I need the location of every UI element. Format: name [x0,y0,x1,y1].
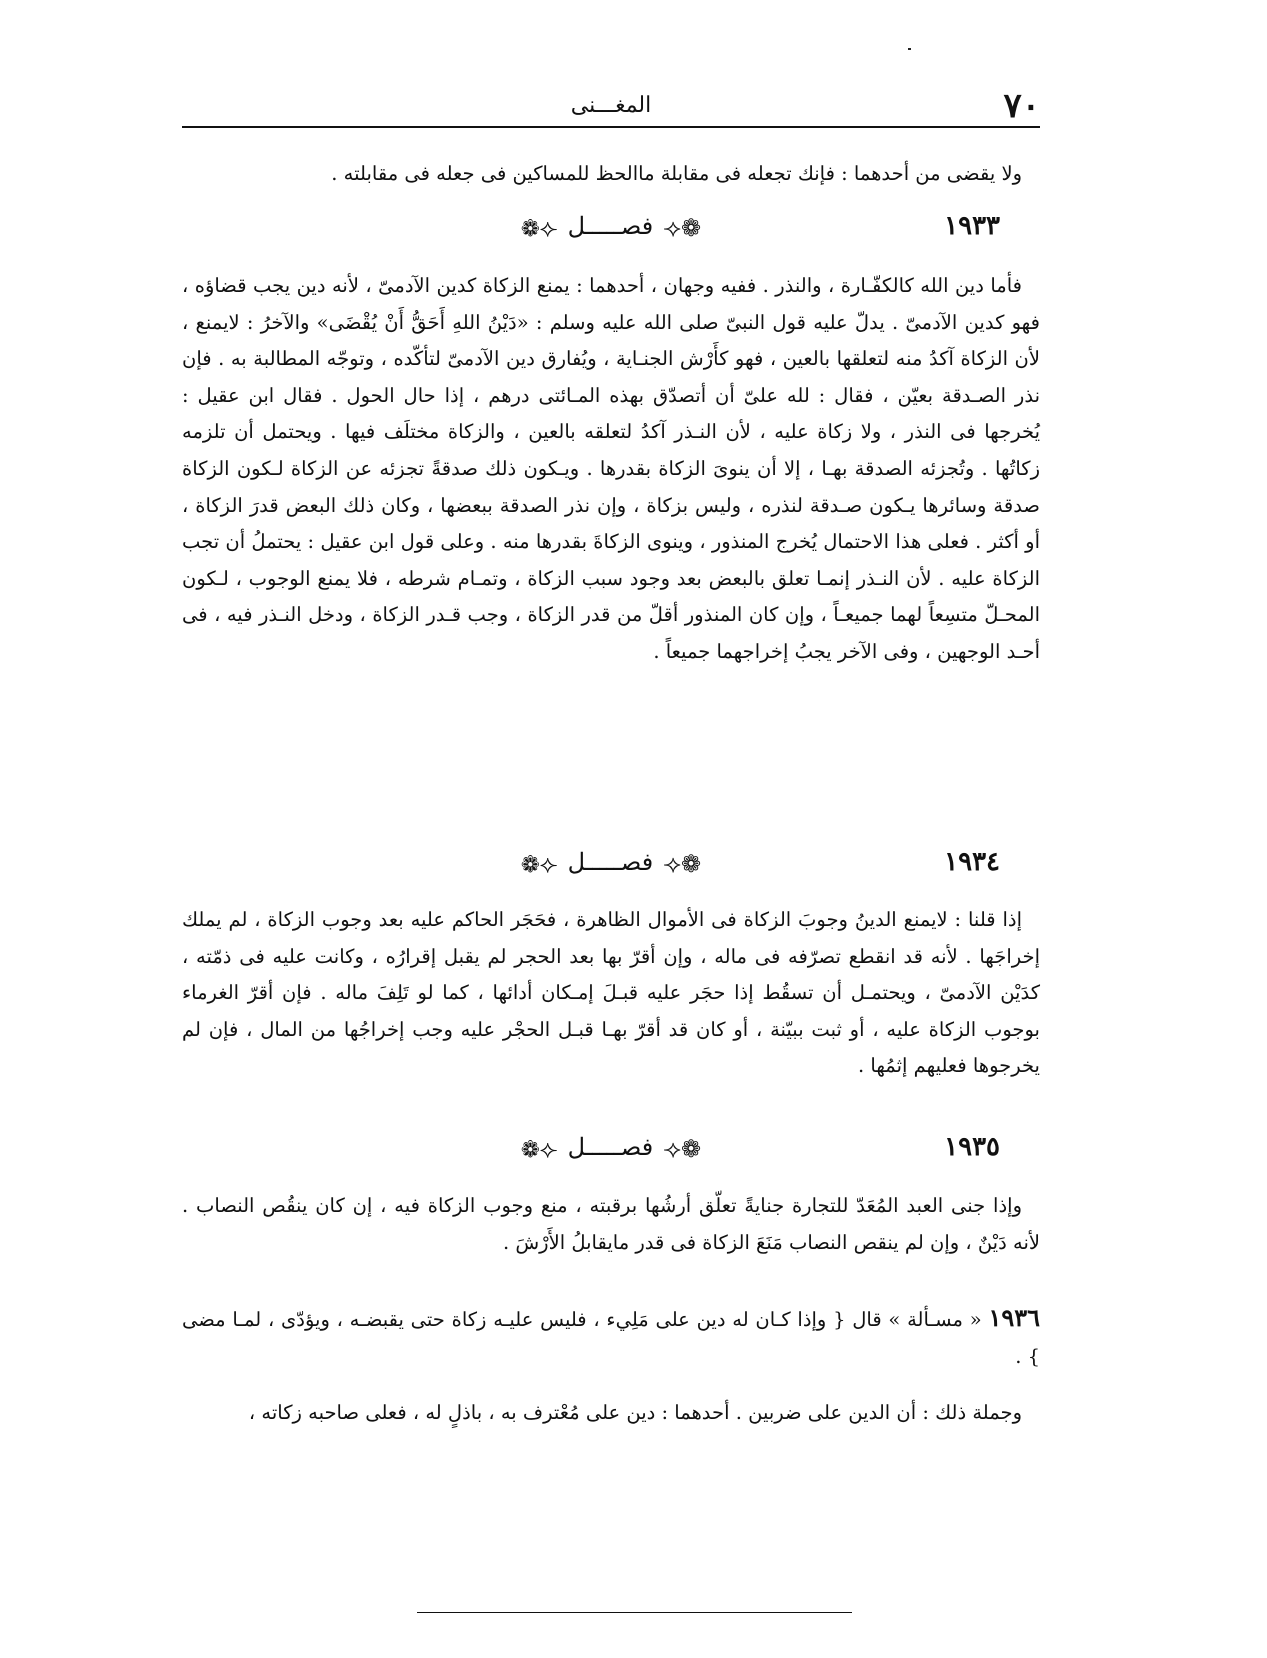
section-title-text: فصـــــل [567,1133,654,1161]
section-number: ١٩٣٤ [944,847,1000,877]
ornament-right-icon: ❁⟣ [663,213,702,242]
page-number: ٧٠ [1003,86,1040,126]
paragraph-1935: وإذا جنى العبد المُعَدّ للتجارة جنايةً تعلّق أرشُها برقبته ، منع وجوب الزكاة فيه ، إن كان ينقُص النصاب . لأنه دَيْنٌ ، وإن لم ينقص النصاب مَنَعَ الزكاة فى قدر مايقابلُ الأَرْشَ . [182,1194,1040,1254]
text-block-closing [182,1395,1040,1432]
section-number: ١٩٣٣ [944,211,1000,241]
text-block-1934 [182,902,1040,1085]
section-heading-1934 [182,843,1040,881]
section-title [182,843,1040,883]
section-title [182,207,1040,247]
section-title-text: فصـــــل [567,212,654,240]
issue-number: ١٩٣٦ [988,1303,1040,1332]
section-title-text: فصـــــل [567,848,654,876]
ornament-right-icon: ❁⟣ [663,1134,702,1163]
section-number: ١٩٣٥ [944,1132,1000,1162]
paragraph-1934: إذا قلنا : لايمنع الدينُ وجوبَ الزكاة فى الأموال الظاهرة ، فحَجَر الحاكم عليه بعد وجوب الزكاة ، لم يملك إخراجَها . لأنه قد انقطع تصرّفه فى ماله ، وإن أقرّ بها بعد الحجر لم يقبل إقرارُه ، وكانت عليه فى ذمّته ، كدَيْن الآدمىّ ، ويحتمـل أن تسقُط إذا حجَر عليه قبـلَ إمـكان أدائها ، كما لو تَلِفَ ماله . فإن أقرّ الغرماء بوجوب الزكاة عليه ، أو ثبت ببيّنة ، أو كان قد أقرّ بهـا قبـل الحجْر عليه وجب إخراجُها من المال ، فإن لم يخرجوها فعليهم إثمُها . [182,908,1040,1078]
ornament-right-icon: ❁⟣ [663,849,702,878]
footer-rule [417,1612,852,1613]
ornament-left-icon: ⟢❁ [520,213,558,242]
running-title: المغـــنى [570,93,652,118]
paragraph-1933: فأما دين الله كالكفّـارة ، والنذر . ففيه وجهان ، أحدهما : يمنع الزكاة كدين الآدمىّ ، لأنه دين يجب قضاؤه ، فهو كدين الآدمىّ . يدلّ عليه قول النبىّ صلى الله عليه وسلم : «دَيْنُ اللهِ أَحَقُّ أَنْ يُقْضَى» والآخرُ : لايمنع ، لأن الزكاة آكدُ منه لتعلقها بالعين ، فهو كأَرْش الجنـاية ، ويُفارق دين الآدمىّ لتأكّده ، وتوجّه المطالبة به . فإن نذر الصـدقة بعيّن ، فقال : لله علىّ أن أتصدّق بهذه المـائتى درهم ، إذا حال الحول . فقال ابن عقيل : يُخرجها فى النذر ، ولا زكاة عليه ، لأن النـذر آكدُ لتعلقه بالعين ، والزكاة مختلَف فيها . ويحتمل أن تلزمه زكاتُها . وتُجزئه الصدقة بهـا ، إلا أن ينوىَ الزكاة بقدرها . ويـكون ذلك صدقةً تجزئه عن الزكاة لـكون الزكاة صدقة وسائرها يـكون صـدقة لنذره ، وليس بزكاة ، وإن نذر الصدقة ببعضها ، وكان ذلك البعض قدرَ الزكاة ، أو أكثر . فعلى هذا الاحتمال يُخرج المنذور ، وينوى الزكاةَ بقدرها منه . وعلى قول ابن عقيل : يحتملُ أن تجب الزكاة عليه . لأن النـذر إنمـا تعلق بالبعض بعد وجود سبب الزكاة ، وتمـام شرطه ، فلا يمنع الوجوب ، لـكون المحـلّ متسِعاً لهما جميعـاً ، وإن كان المنذور أقلّ من قدر الزكاة ، وجب قـدر الزكاة ، ودخل النـذر فيه ، فى أحـد الوجهين ، وفى الآخر يجبُ إخراجهما جميعاً . [182,274,1040,663]
print-speck [908,48,911,50]
paragraph-closing: وجملة ذلك : أن الدين على ضربين . أحدهما : دين على مُعْترف به ، باذلٍ له ، فعلى صاحبه زكاته ، [248,1401,1022,1424]
section-title [182,1128,1040,1168]
text-block-1936 [182,1300,1040,1375]
text-block-1933 [182,268,1040,671]
section-heading-1933 [182,207,1040,245]
paragraph-intro: ولا يقضى من أحدهما : فإنك تجعله فى مقابلة ماالحظ للمساكين فى جعله فى مقابلته . [331,162,1022,185]
issue-text: « مسـألة » قال { وإذا كـان له دين على مَلِيء ، فليس عليـه زكاة حتى يقبضـه ، ويؤدّى ، لمـا مضى } . [182,1308,1040,1368]
paragraph-1936 [182,1300,1040,1375]
section-heading-1935 [182,1128,1040,1166]
text-block-intro [182,156,1040,193]
ornament-left-icon: ⟢❁ [520,1134,558,1163]
ornament-left-icon: ⟢❁ [520,849,558,878]
running-header [182,88,1040,128]
text-block-1935 [182,1188,1040,1261]
